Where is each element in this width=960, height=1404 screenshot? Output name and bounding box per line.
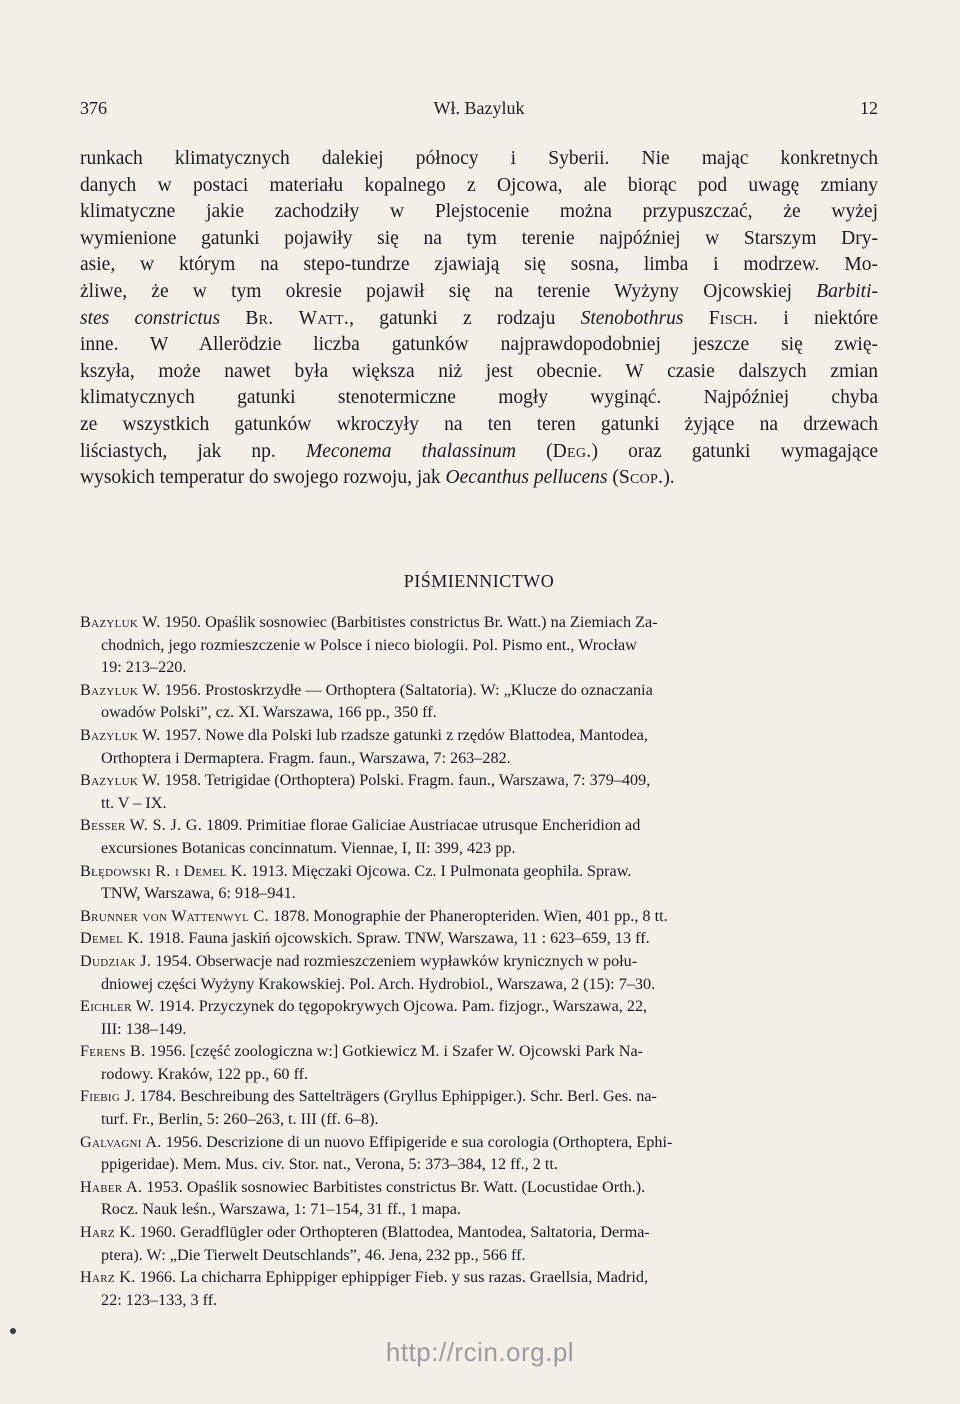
bibliography-line [80,1221,878,1244]
bibliography-line [80,747,878,770]
bibliography-line [80,1289,878,1312]
bibliography-line [80,1063,878,1086]
bibliography-text: III: 138–149. [101,1019,187,1038]
species-name: Barbiti- [816,280,878,302]
body-line: kszyła, może nawet była większa niż jest obecnie. W czasie dalszych zmian [80,360,878,382]
bibliography-line [80,814,878,837]
bibliography-text: 19: 213–220. [101,658,187,677]
bibliography-line [80,1085,878,1108]
body-paragraph [80,146,878,492]
taxon-author: Deg. [552,440,592,462]
bibliography-entry [80,1221,878,1266]
bibliography-text: ptera). W: „Die Tierwelt Deutschlands”, 46. Jena, 232 pp., 566 ff. [101,1245,526,1264]
bibliography-text: Rocz. Nauk leśn., Warszawa, 1: 71–154, 31 ff., 1 mapa. [101,1200,461,1219]
bibliography-line [80,1244,878,1267]
bibliography-line [80,1266,878,1289]
issue-number: 12 [860,98,878,118]
bibliography-entry [80,679,878,724]
taxon-author: Fisch. [708,307,759,329]
bibliography-line [80,1108,878,1131]
bibliography-text: owadów Polski”, cz. XI. Warszawa, 166 pp., 350 ff. [101,703,437,722]
bibliography-entry [80,814,878,859]
bibliography-line [80,656,878,679]
bibliography-author: Haber A. [80,1177,143,1196]
bibliography-line [80,1040,878,1063]
bibliography-line [80,927,878,950]
bibliography-entry [80,724,878,769]
author-running-title: Wł. Bazyluk [433,98,525,118]
bibliography-text: tt. V – IX. [101,793,167,812]
margin-dot [10,1328,16,1334]
body-line: klimatycznych gatunki stenotermiczne mogły wyginąć. Najpóźniej chyba [80,387,878,409]
body-line [80,279,878,306]
bibliography-text: 1913. Mięczaki Ojcowa. Cz. I Pulmonata geophila. Spraw. [251,861,632,880]
bibliography-line [80,1131,878,1154]
bibliography-entry [80,1040,878,1085]
bibliography-line [80,973,878,996]
bibliography-text: TNW, Warszawa, 6: 918–941. [101,884,296,903]
bibliography-line [80,882,878,905]
bibliography-author: Harz K. [80,1223,136,1242]
body-line: klimatyczne jakie zachodziły w Plejstocenie można przypuszczać, że wyżej [80,201,878,223]
bibliography-text: 1966. La chicharra Ephippiger ephippiger Fieb. y sus razas. Graellsia, Madrid, [139,1268,649,1287]
bibliography-text: 1914. Przyczynek do tęgopokrywych Ojcowa. Pam. fizjogr., Warszawa, 22, [158,997,648,1016]
bibliography-text: 1958. Tetrigidae (Orthoptera) Polski. Fragm. faun., Warszawa, 7: 379–409, [164,771,651,790]
bibliography-line [80,950,878,973]
bibliography-text: ppigeridae). Mem. Mus. civ. Stor. nat., Verona, 5: 373–384, 12 ff., 2 tt. [101,1155,558,1174]
bibliography-author: Harz K. [80,1268,136,1287]
body-line: wymienione gatunki pojawiły się na tym terenie najpóźniej w Starszym Dry- [80,227,878,249]
species-name: stes constrictus [80,307,221,329]
bibliography-author: Eichler W. [80,997,155,1016]
bibliography-entry [80,995,878,1040]
bibliography-line [80,905,878,928]
bibliography-line [80,1176,878,1199]
bibliography-entry [80,1085,878,1130]
body-line: inne. W Allerödzie liczba gatunków najprawdopodobniej jeszcze się zwię- [80,334,878,356]
bibliography-entry [80,1176,878,1221]
body-line [80,306,878,333]
bibliography-author: Galvagni A. [80,1132,162,1151]
bibliography-text: 1956. [część zoologiczna w:] Gotkiewicz M. i Szafer W. Ojcowski Park Na- [149,1042,644,1061]
bibliography-text: 1956. Prostoskrzydłe — Orthoptera (Saltatoria). W: „Klucze do oznaczania [164,680,653,699]
bibliography-author: Błędowski R. i Demel K. [80,861,248,880]
bibliography-author: Brunner von Wattenwyl C. [80,906,269,925]
body-line-text: ) oraz gatunki wymagające [591,440,879,462]
taxon-author: Br. Watt. [245,307,350,329]
bibliography-line [80,1153,878,1176]
bibliography-author: Bazyluk W. [80,613,161,631]
bibliography-text: 1784. Beschreibung des Sattelträgers (Gryllus Ephippiger.). Schr. Berl. Ges. na- [139,1087,657,1106]
bibliography-line [80,701,878,724]
bibliography-list [80,611,878,1311]
section-heading: PIŚMIENNICTWO [403,571,555,591]
body-line: ze wszystkich gatunków wkroczyły na ten teren gatunki żyjące na drzewach [80,413,878,435]
bibliography-line [80,837,878,860]
genus-name: Stenobothrus [580,307,684,329]
body-line: liściastych, jak np. Meconema thalassinum (Deg.) oraz gatunki wymagające [80,440,879,462]
bibliography-entry [80,950,878,995]
bibliography-entry [80,927,878,950]
bibliography-text: excursiones Botanicas concinnatum. Viennae, I, II: 399, 423 pp. [101,838,516,857]
bibliography-text: 1918. Fauna jaskiń ojcowskich. Spraw. TNW, Warszawa, 11 : 623–659, 13 ff. [147,929,650,948]
bibliography-line [80,634,878,657]
footer-url: http://rcin.org.pl [385,1337,575,1367]
bibliography-line [80,724,878,747]
bibliography-text: turf. Fr., Berlin, 5: 260–263, t. III (ff. 6–8). [101,1110,379,1129]
bibliography-author: Dudziak J. [80,951,152,970]
bibliography-entry [80,860,878,905]
body-line: wysokich temperatur do swojego rozwoju, jak Oecanthus pellucens (Scop.). [80,467,675,489]
bibliography-text: dniowej części Wyżyny Krakowskiej. Pol. Arch. Hydrobiol., Warszawa, 2 (15): 7–30. [101,974,656,993]
body-line: runkach klimatycznych dalekiej północy i Syberii. Nie mając konkretnych [80,148,878,169]
body-line-text: , gatunki z rodzaju [349,307,581,329]
bibliography-line [80,1198,878,1221]
bibliography-text: 1960. Geradflügler oder Orthopteren (Blattodea, Mantodea, Saltatoria, Derma- [139,1223,650,1242]
body-line-text: i niektóre [758,307,878,329]
running-head [80,98,878,124]
bibliography-author: Demel K. [80,929,144,948]
bibliography-line [80,611,878,634]
bibliography-text: 1809. Primitiae florae Galiciae Austriacae utrusque Encheridion ad [206,816,641,835]
page-number: 376 [80,98,107,118]
bibliography-line [80,792,878,815]
body-line-text: żliwe, że w tym okresie pojawił się na terenie Wyżyny Ojcowskiej [80,280,817,302]
bibliography-line [80,860,878,883]
bibliography-text: chodnich, jego rozmieszczenie w Polsce i nieco biologii. Pol. Pismo ent., Wrocław [101,635,637,654]
body-line-text: liściastych, jak np. [80,440,306,462]
species-name: Meconema thalassinum [305,440,516,462]
bibliography-entry [80,769,878,814]
bibliography-entry [80,1266,878,1311]
bibliography-text: 1954. Obserwacje nad rozmieszczeniem wypławków krynicznych w połu- [155,951,638,970]
bibliography-entry [80,1131,878,1176]
bibliography-text: 22: 123–133, 3 ff. [101,1290,218,1309]
bibliography-author: Bazyluk W. [80,725,161,744]
bibliography-text: 1878. Monographie der Phaneropteriden. Wien, 401 pp., 8 tt. [272,906,668,925]
bibliography-author: Bazyluk W. [80,771,161,790]
bibliography-entry [80,611,878,679]
bibliography-text: 1957. Nowe dla Polski lub rzadsze gatunki z rzędów Blattodea, Mantodea, [164,725,648,744]
bibliography-line [80,679,878,702]
bibliography-text: 1956. Descrizione di un nuovo Effipigeride e sua corologia (Orthoptera, Ephi- [165,1132,673,1151]
taxon-author: Scop. [618,467,664,489]
species-name: Oecanthus pellucens [445,467,608,489]
bibliography-author: Fiebig J. [80,1087,136,1106]
bibliography-line [80,995,878,1018]
bibliography-author: Bazyluk W. [80,680,161,699]
bibliography-entry [80,905,878,928]
bibliography-text: Orthoptera i Dermaptera. Fragm. faun., Warszawa, 7: 263–282. [101,748,511,767]
body-line: asie, w którym na stepo-tundrze zjawiają się sosna, limba i modrzew. Mo- [80,254,878,276]
body-line: danych w postaci materiału kopalnego z Ojcowa, ale biorąc pod uwagę zmiany [80,174,878,196]
bibliography-text: 1950. Opaślik sosnowiec (Barbitistes constrictus Br. Watt.) na Ziemiach Za- [164,613,658,631]
bibliography-author: Besser W. S. J. G. [80,816,203,835]
bibliography-text: 1953. Opaślik sosnowiec Barbitistes constrictus Br. Watt. (Locustidae Orth.). [146,1177,646,1196]
bibliography-author: Ferens B. [80,1042,146,1061]
bibliography-line [80,1018,878,1041]
body-line-text: wysokich temperatur do swojego rozwoju, jak [80,467,446,489]
bibliography-line [80,769,878,792]
bibliography-text: rodowy. Kraków, 122 pp., 60 ff. [101,1064,309,1083]
